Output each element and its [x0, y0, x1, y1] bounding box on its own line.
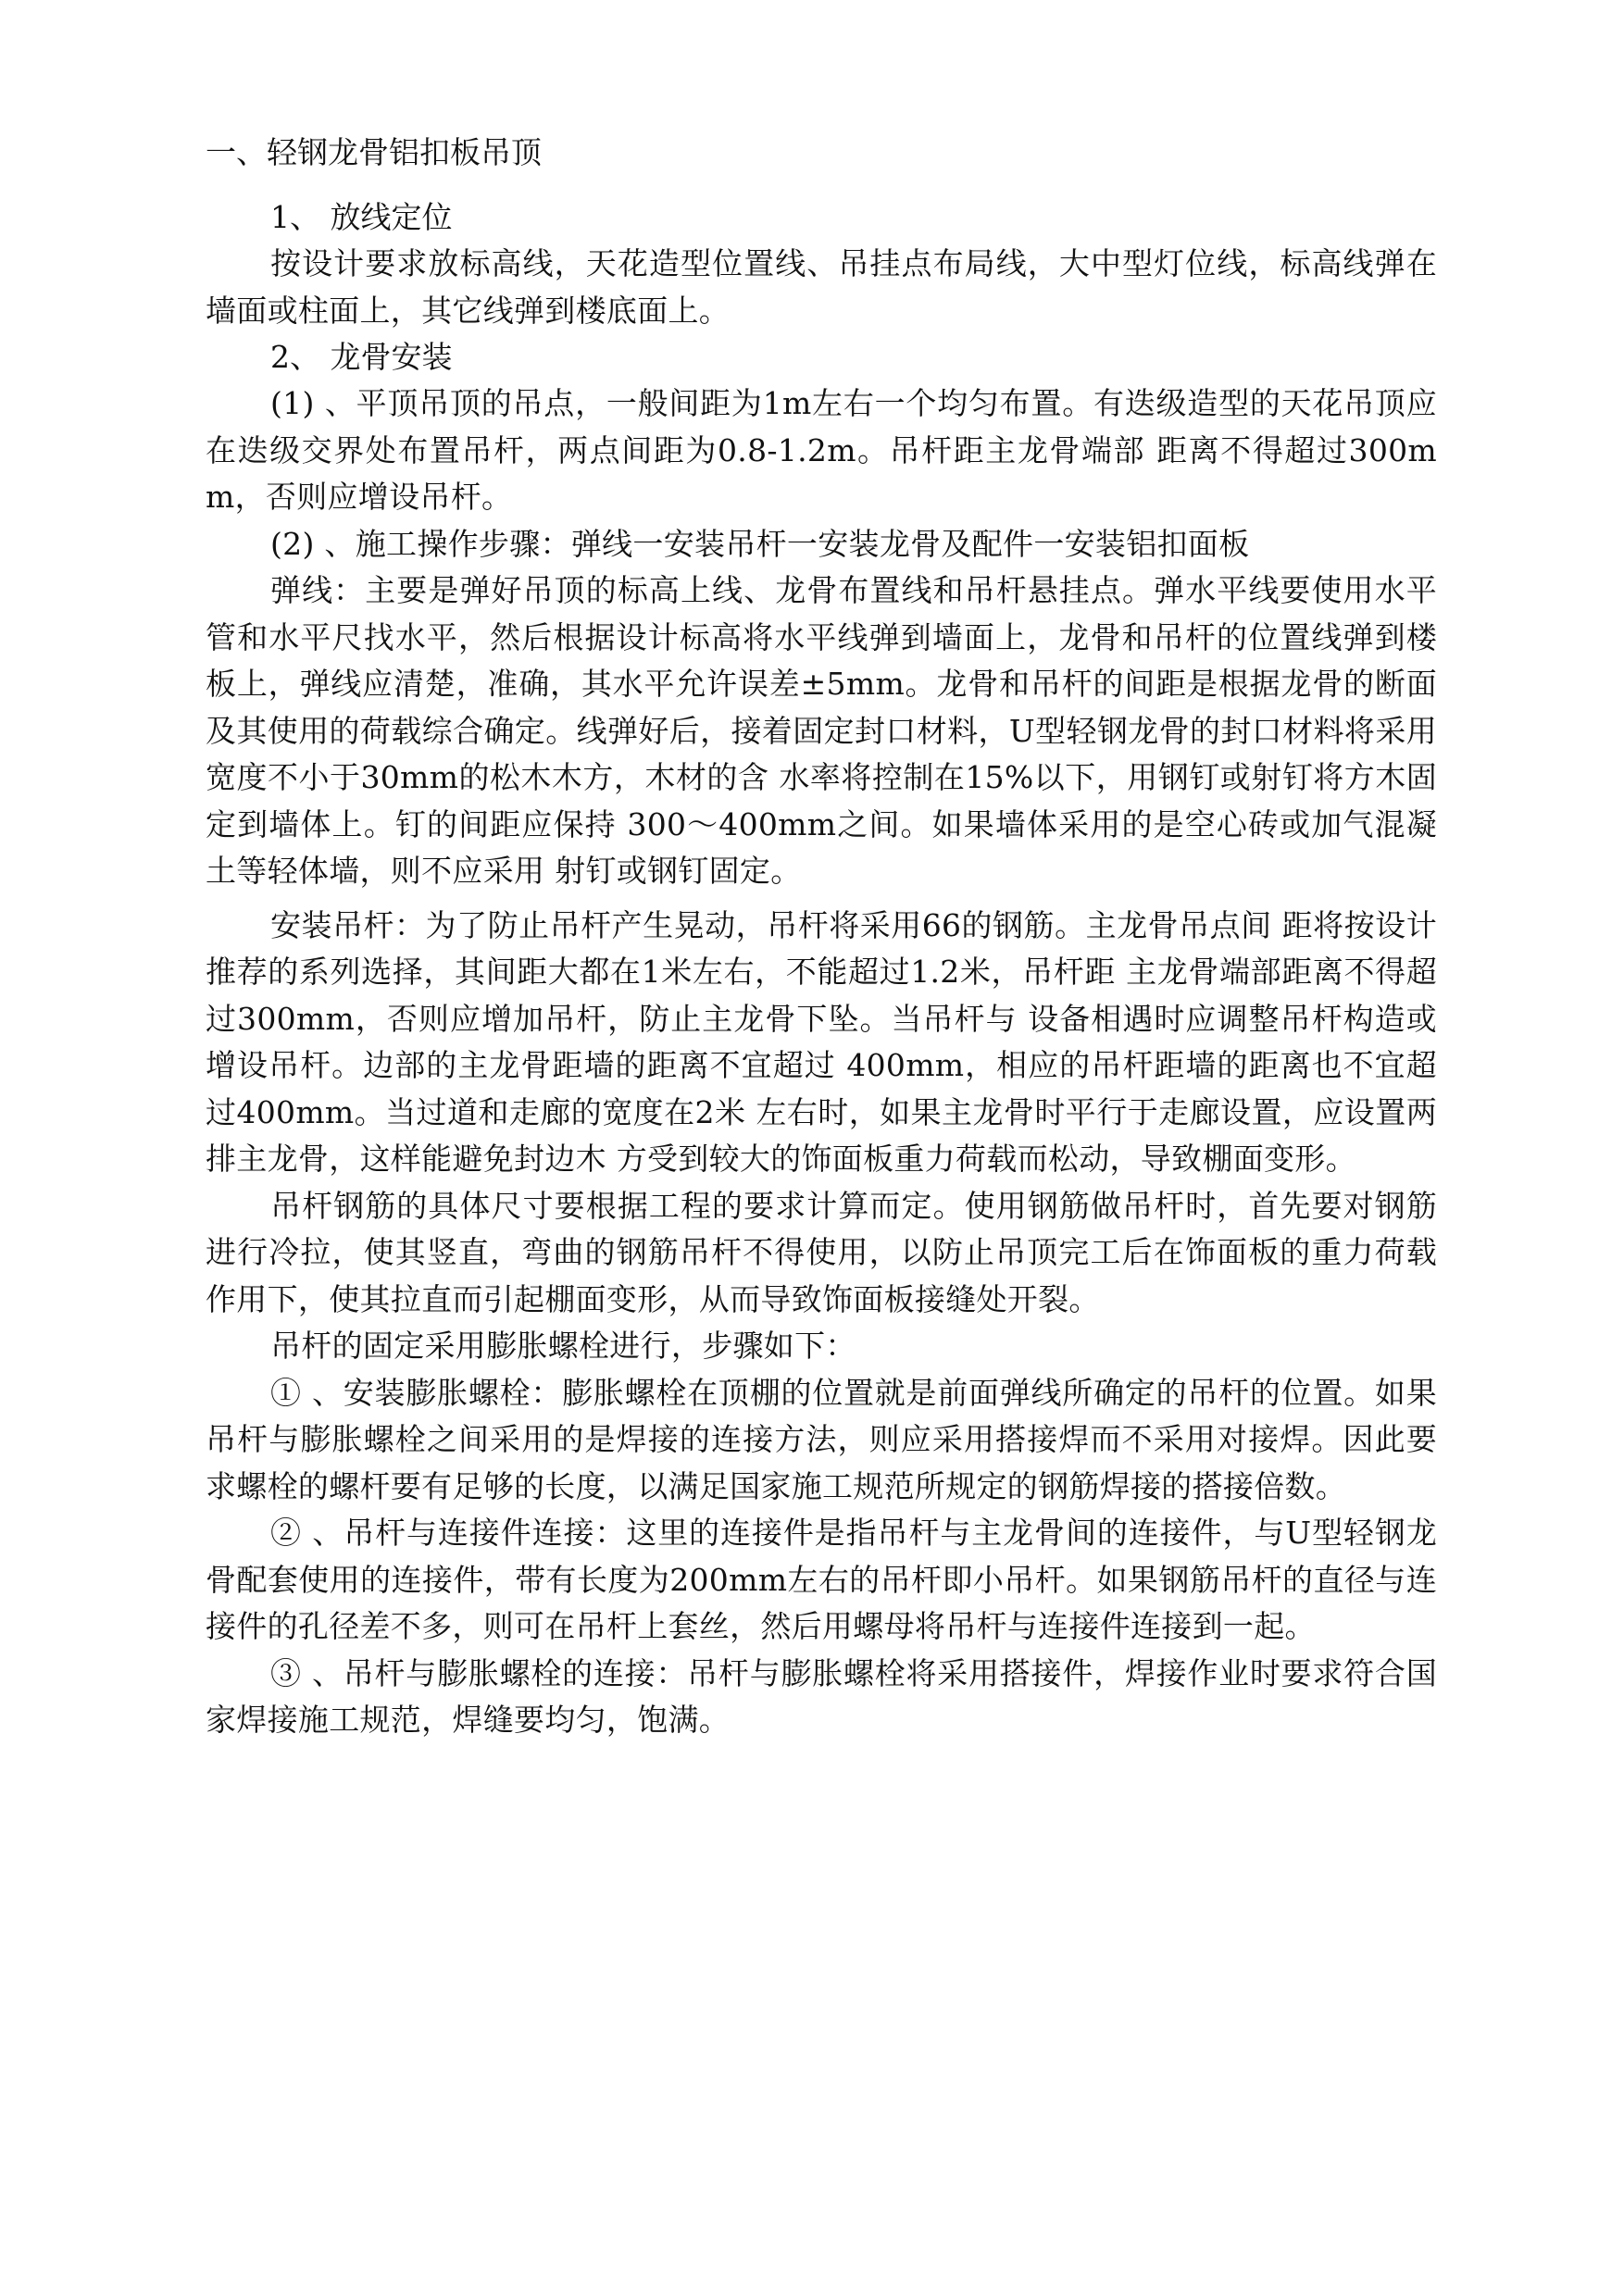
- paragraph: 吊杆钢筋的具体尺寸要根据工程的要求计算而定。使用钢筋做吊杆时，首先要对钢筋进行冷拉，使其竖直，弯曲的钢筋吊杆不得使用，以防止吊顶完工后在饰面板的重力荷载作用下，使其拉直而引起棚面变形，从而导致饰面板接缝处开裂。: [206, 1187, 1437, 1317]
- paragraph: 吊杆的固定采用膨胀螺栓进行，步骤如下：: [270, 1328, 856, 1364]
- document-title: 一、轻钢龙骨铝扣板吊顶: [206, 134, 542, 170]
- paragraph: 按设计要求放标高线，天花造型位置线、吊挂点布局线，大中型灯位线，标高线弹在墙面或柱面上，其它线弹到楼底面上。: [206, 245, 1437, 329]
- section-heading-2: 2、 龙骨安装: [270, 339, 453, 375]
- paragraph: ③ 、吊杆与膨胀螺栓的连接：吊杆与膨胀螺栓将采用搭接件，焊接作业时要求符合国家焊接施工规范，焊缝要均匀，饱满。: [206, 1654, 1437, 1738]
- paragraph: 安装吊杆：为了防止吊杆产生晃动，吊杆将采用66的钢筋。主龙骨吊点间 距将按设计推荐的系列选择，其间距大都在1米左右，不能超过1.2米，吊杆距 主龙骨端部距离不得超过300mm，否则应增加吊杆，防止主龙骨下坠。当吊杆与 设备相遇时应调整吊杆构造或增设吊杆。边部的主龙骨距墙的距离不宜超过 400mm，相应的吊杆距墙的距离也不宜超过400mm。当过道和走廊的宽度在2米 左右时，如果主龙骨时平行于走廊设置，应设置两排主龙骨，这样能避免封边木 方受到较大的饰面板重力荷载而松动，导致棚面变形。: [206, 906, 1437, 1177]
- paragraph: ① 、安装膨胀螺栓：膨胀螺栓在顶棚的位置就是前面弹线所确定的吊杆的位置。如果吊杆与膨胀螺栓之间采用的是焊接的连接方法，则应采用搭接焊而不采用对接焊。因此要求螺栓的螺杆要有足够的长度，以满足国家施工规范所规定的钢筋焊接的搭接倍数。: [206, 1374, 1437, 1504]
- section-heading-1: 1、 放线定位: [270, 199, 453, 235]
- paragraph: (1) 、平顶吊顶的吊点，一般间距为1m左右一个均匀布置。有迭级造型的天花吊顶应在迭级交界处布置吊杆，两点间距为0.8-1.2m。吊杆距主龙骨端部 距离不得超过300mm，否则应增设吊杆。: [206, 385, 1437, 515]
- paragraph: ② 、吊杆与连接件连接：这里的连接件是指吊杆与主龙骨间的连接件，与U型轻钢龙骨配套使用的连接件，带有长度为200mm左右的吊杆即小吊杆。如果钢筋吊杆的直径与连接件的孔径差不多，则可在吊杆上套丝，然后用螺母将吊杆与连接件连接到一起。: [206, 1515, 1437, 1644]
- paragraph: 弹线：主要是弹好吊顶的标高上线、龙骨布置线和吊杆悬挂点。弹水平线要使用水平管和水平尺找水平，然后根据设计标高将水平线弹到墙面上，龙骨和吊杆的位置线弹到楼板上，弹线应清楚，准确，其水平允许误差±5mm。龙骨和吊杆的间距是根据龙骨的断面及其使用的荷载综合确定。线弹好后，接着固定封口材料，U型轻钢龙骨的封口材料将采用宽度不小于30mm的松木木方，木材的含 水率将控制在15%以下，用钢钉或射钉将方木固定到墙体上。钉的间距应保持 300〜400mm之间。如果墙体采用的是空心砖或加气混凝土等轻体墙，则不应采用 射钉或钢钉固定。: [206, 572, 1437, 889]
- spacer: [206, 895, 1437, 903]
- paragraph: (2) 、施工操作步骤：弹线一安装吊杆一安装龙骨及配件一安装铝扣面板: [270, 525, 1250, 562]
- document-body: [206, 130, 1437, 1744]
